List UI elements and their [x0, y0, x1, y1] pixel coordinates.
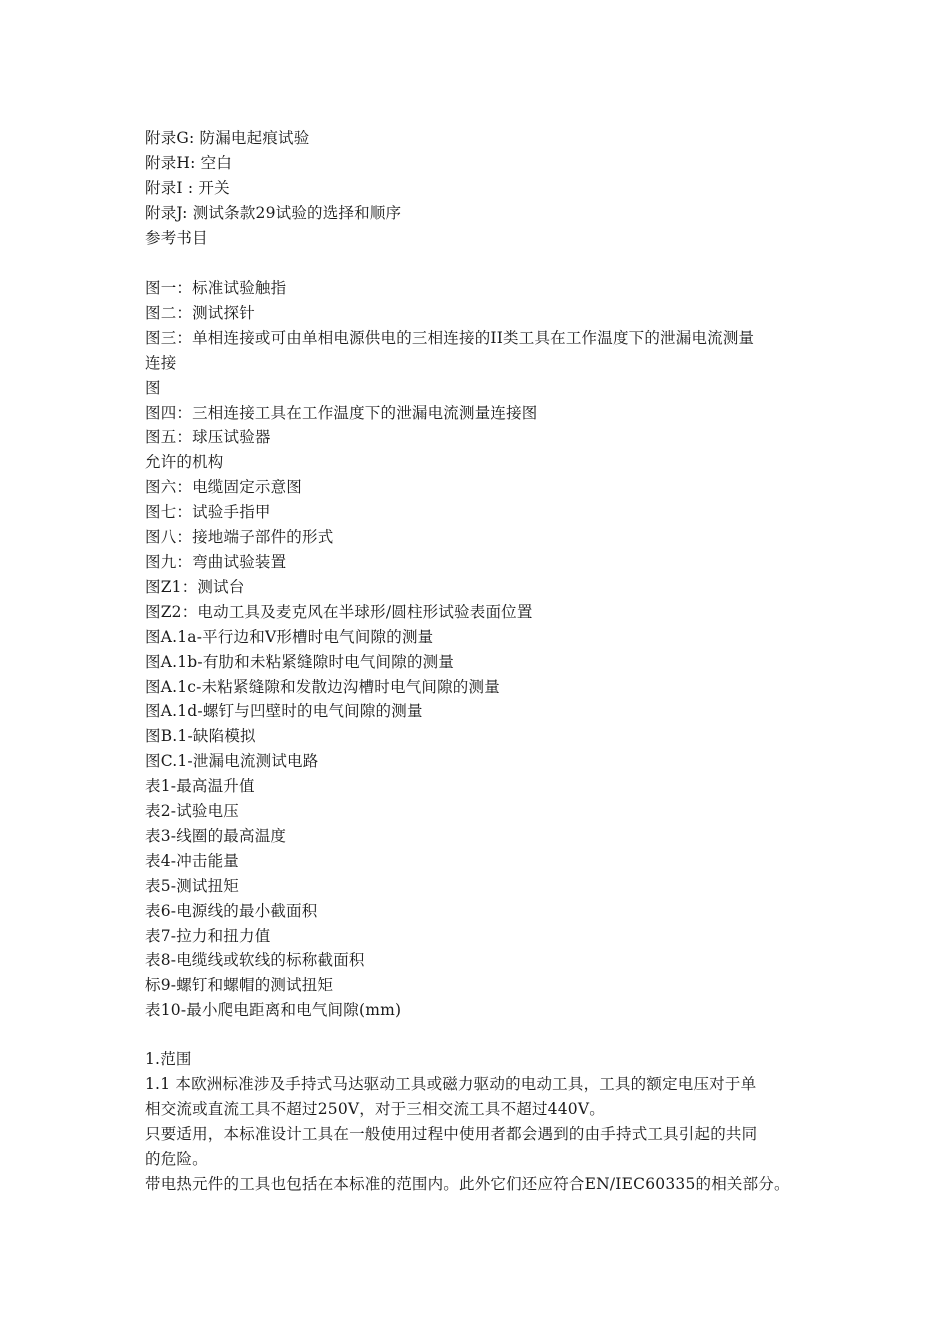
figure-item: 图三：单相连接或可由单相电源供电的三相连接的II类工具在工作温度下的泄漏电流测量 [145, 328, 755, 347]
appendix-item: 附录J: 测试条款29试验的选择和顺序 [145, 203, 402, 222]
figure-item-continuation: 连接 [145, 353, 177, 372]
paragraph-line: 1.1 本欧洲标准涉及手持式马达驱动工具或磁力驱动的电动工具，工具的额定电压对于单 [145, 1074, 757, 1093]
section-heading: 1.范围 [145, 1050, 192, 1068]
figure-item: 图A.1b-有肋和未粘紧缝隙时电气间隙的测量 [145, 652, 455, 671]
appendix-item: 附录I : 开关 [145, 178, 230, 197]
figure-item-continuation: 图 [145, 378, 161, 397]
table-item: 表4-冲击能量 [145, 851, 239, 870]
table-item: 表10-最小爬电距离和电气间隙(mm) [145, 1001, 402, 1020]
figure-item: 图六：电缆固定示意图 [145, 478, 303, 497]
table-item: 表1-最高温升值 [145, 777, 255, 796]
figure-item: 图A.1a-平行边和V形槽时电气间隙的测量 [145, 627, 434, 646]
figure-item: 图四：三相连接工具在工作温度下的泄漏电流测量连接图 [145, 403, 538, 422]
figure-item: 图八：接地端子部件的形式 [145, 528, 334, 547]
figure-table-list [145, 276, 825, 1023]
table-item: 表8-电缆线或软线的标称截面积 [145, 951, 365, 970]
appendix-list [145, 126, 825, 251]
appendix-item: 附录G: 防漏电起痕试验 [145, 129, 310, 147]
paragraph-line: 只要适用，本标准设计工具在一般使用过程中使用者都会遇到的由手持式工具引起的共同 [145, 1124, 758, 1143]
bibliography-item: 参考书目 [145, 228, 208, 247]
figure-item-continuation: 允许的机构 [145, 453, 224, 472]
figure-item: 图Z2：电动工具及麦克风在半球形/圆柱形试验表面位置 [145, 602, 533, 621]
figure-item: 图Z1：测试台 [145, 577, 245, 596]
table-item: 表5-测试扭矩 [145, 876, 239, 895]
scope-section [145, 1047, 825, 1196]
paragraph-line: 相交流或直流工具不超过250V，对于三相交流工具不超过440V。 [145, 1099, 605, 1118]
table-item: 表7-拉力和扭力值 [145, 926, 271, 945]
figure-item: 图五：球压试验器 [145, 428, 271, 447]
figure-item: 图A.1c-未粘紧缝隙和发散边沟槽时电气间隙的测量 [145, 677, 500, 696]
figure-item: 图C.1-泄漏电流测试电路 [145, 752, 319, 771]
figure-item: 图七：试验手指甲 [145, 503, 271, 522]
figure-item: 图B.1-缺陷模拟 [145, 727, 256, 746]
figure-item: 图二：测试探针 [145, 303, 255, 322]
figure-item: 图九：弯曲试验装置 [145, 552, 287, 571]
figure-item: 图一：标准试验触指 [145, 279, 287, 297]
table-item: 标9-螺钉和螺帽的测试扭矩 [145, 976, 334, 995]
table-item: 表2-试验电压 [145, 802, 239, 821]
table-item: 表3-线圈的最高温度 [145, 826, 287, 845]
table-item: 表6-电源线的最小截面积 [145, 901, 318, 920]
figure-item: 图A.1d-螺钉与凹壁时的电气间隙的测量 [145, 702, 423, 721]
appendix-item: 附录H: 空白 [145, 153, 233, 172]
paragraph-line: 的危险。 [145, 1149, 208, 1168]
paragraph-line: 带电热元件的工具也包括在本标准的范围内。此外它们还应符合EN/IEC60335的相关部分。 [145, 1174, 790, 1193]
